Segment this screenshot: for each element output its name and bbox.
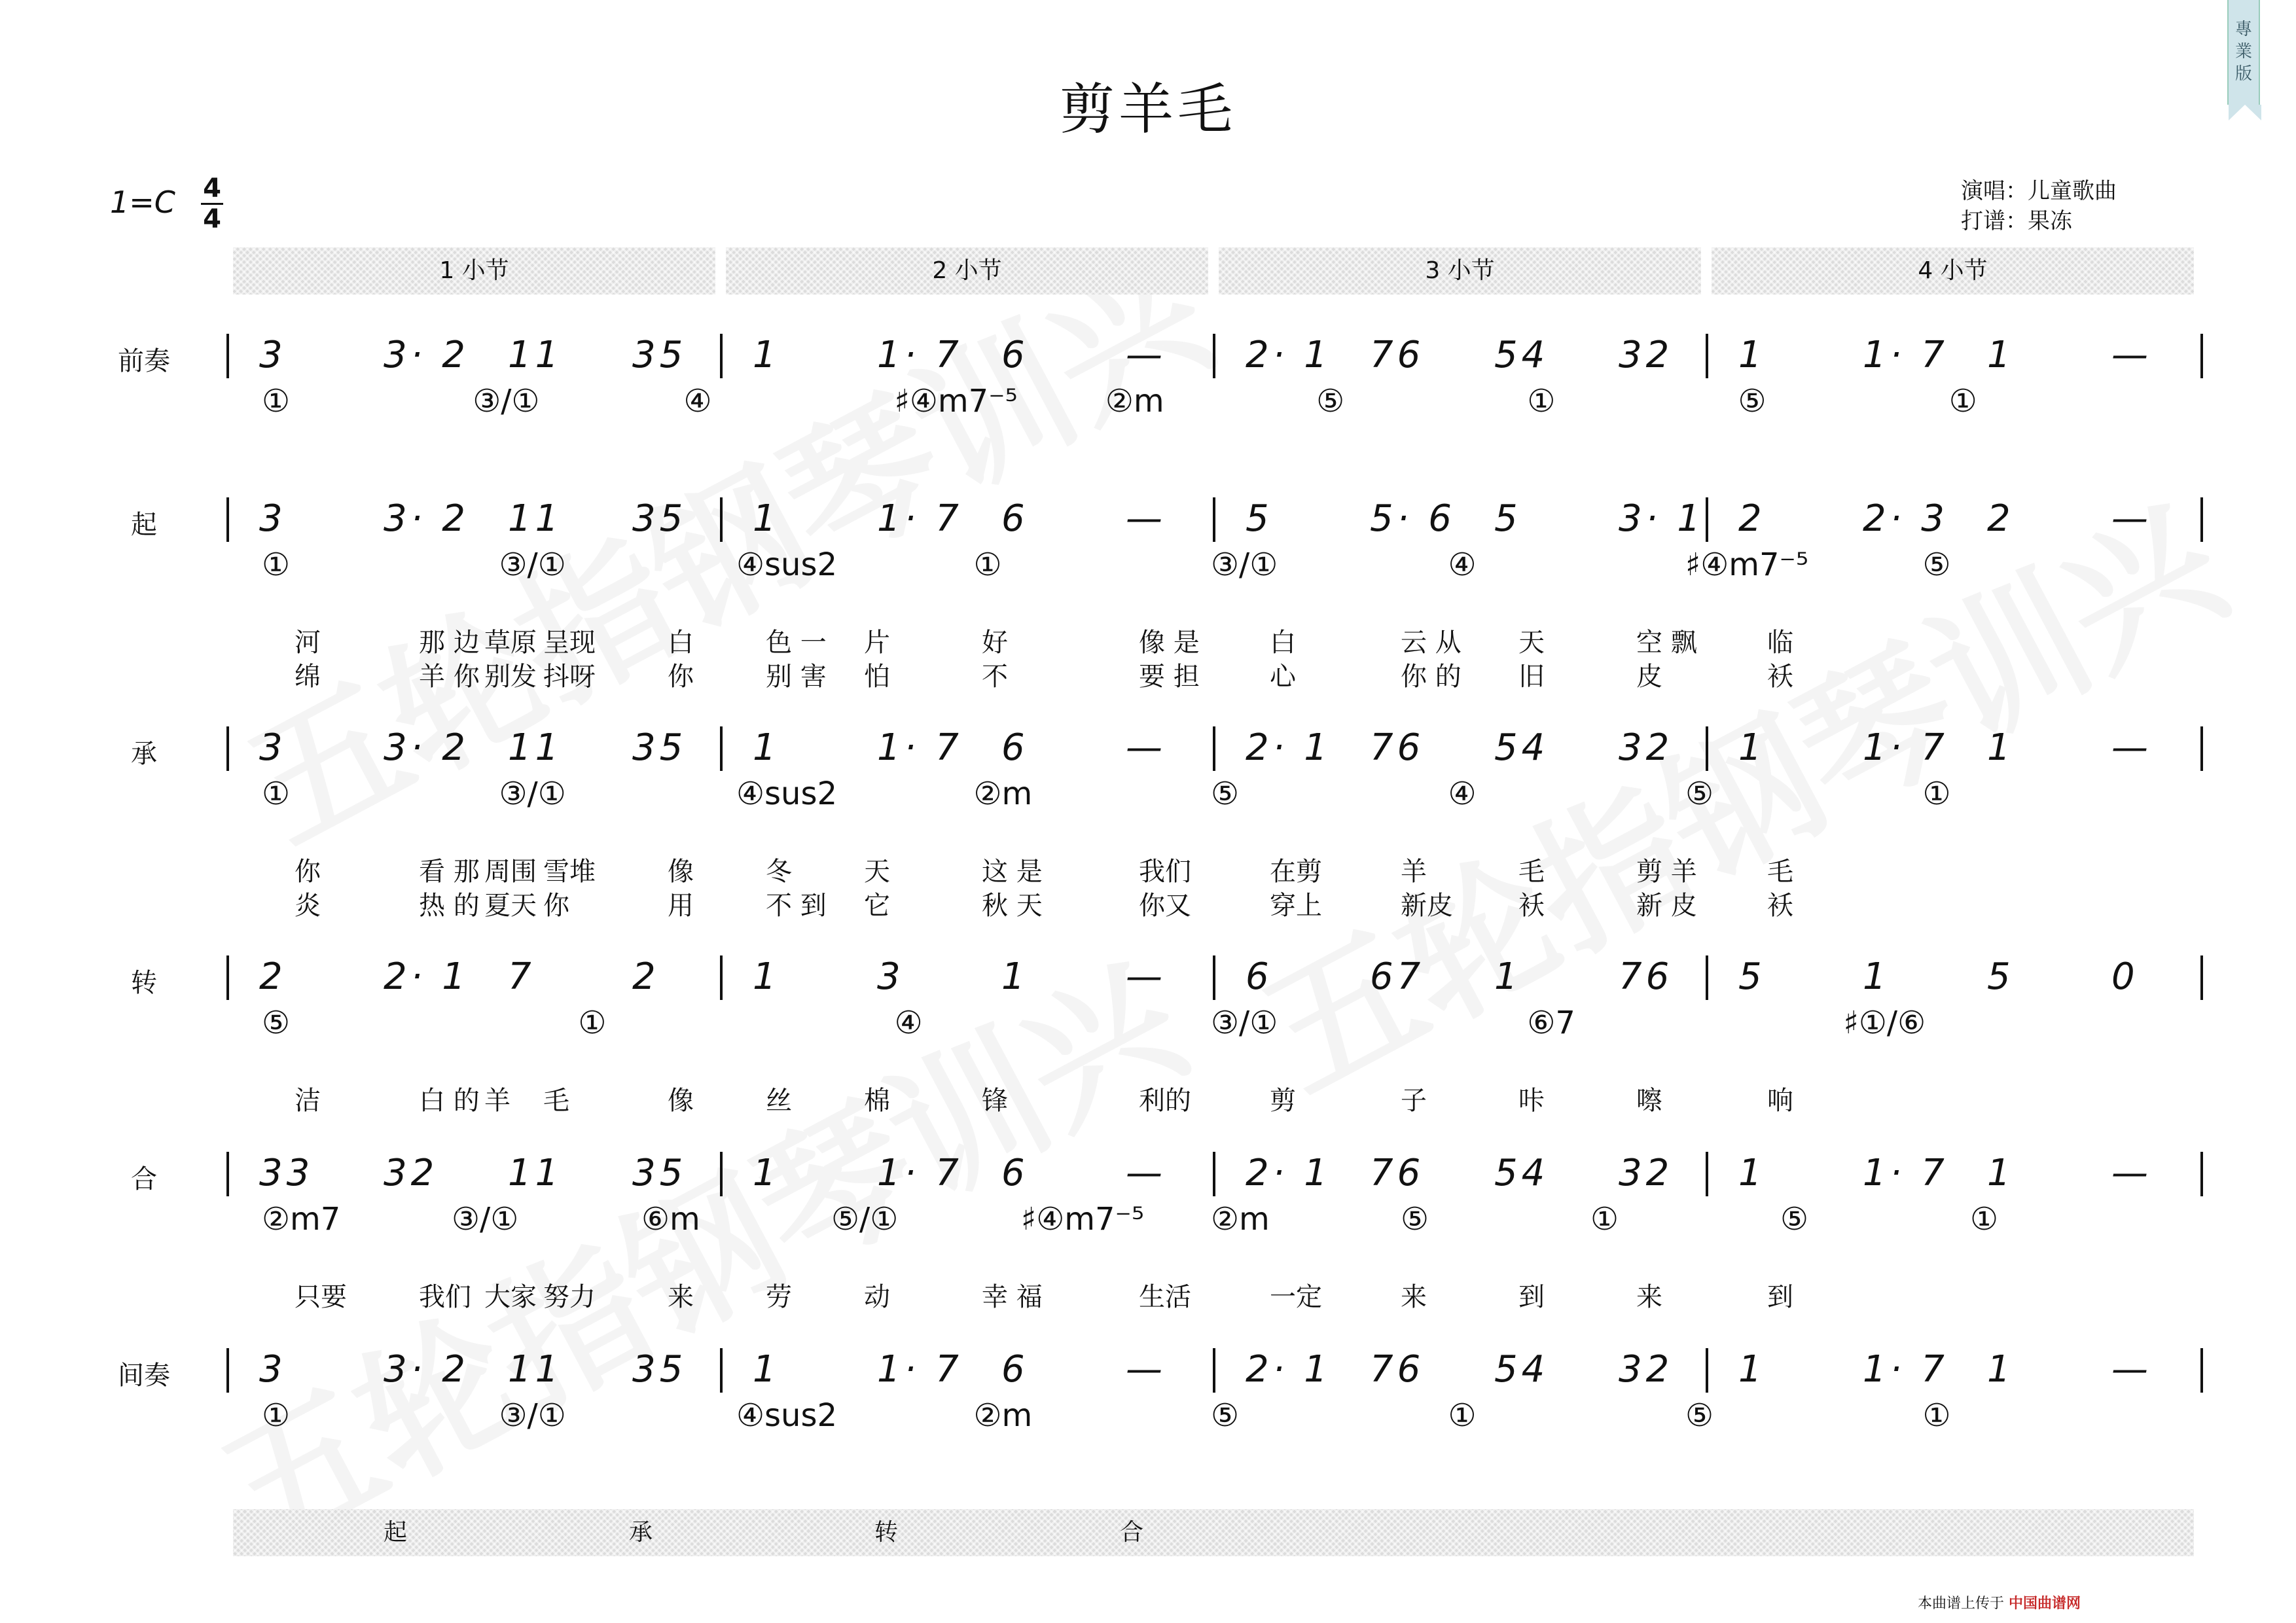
lyric: 劳: [766, 1282, 792, 1312]
lyric: 白: [1270, 628, 1296, 658]
barline: [720, 334, 723, 378]
chord-symbol: ①: [1922, 1397, 1951, 1434]
chord-symbol: ⑤: [1685, 776, 1714, 812]
key-signature: 1=C: [110, 185, 175, 220]
chord-symbol: ③/①: [1211, 546, 1278, 583]
lyric: 毛: [1767, 857, 1793, 887]
note: 6: [1001, 1152, 1029, 1194]
note: 35: [632, 1348, 687, 1391]
summary-item: 合: [1120, 1519, 1144, 1546]
barline: [226, 1348, 229, 1393]
lyric: 来: [668, 1282, 694, 1312]
note: 54: [1494, 1152, 1549, 1194]
chord-symbol: ①: [973, 546, 1002, 583]
watermark: [207, 197, 1240, 883]
lyric: 像: [668, 1086, 694, 1116]
chord-symbol: ⑤: [1685, 1397, 1714, 1434]
note: —: [1126, 955, 1166, 998]
chord-symbol: ⑥m: [641, 1201, 700, 1238]
lyric: 丝: [766, 1086, 792, 1116]
note: 76: [1370, 1348, 1425, 1391]
lyric: 别 害: [766, 662, 827, 692]
lyric: 天: [864, 857, 890, 887]
note: 6: [1001, 334, 1029, 376]
lyric: 临: [1767, 628, 1793, 658]
note: 1: [753, 726, 780, 769]
barline: [226, 1152, 229, 1196]
lyric: 响: [1767, 1086, 1793, 1116]
chord-symbol: ④: [683, 383, 712, 419]
lyric: 来: [1636, 1282, 1662, 1312]
lyric: 周围: [484, 857, 537, 887]
note: 3· 1: [1619, 497, 1704, 540]
note: 76: [1370, 726, 1425, 769]
lyric: 我们: [419, 1282, 471, 1312]
note: 6: [1246, 955, 1273, 998]
note: —: [1126, 334, 1166, 376]
note: 32: [1619, 334, 1674, 376]
watermark: [181, 904, 1213, 1590]
lyric: 炎: [295, 891, 321, 921]
barline: [1706, 334, 1708, 378]
lyric: 子: [1401, 1086, 1427, 1116]
lyric: 心: [1270, 662, 1296, 692]
chord-symbol: ⑥7: [1527, 1005, 1575, 1041]
section-label: 间奏: [118, 1361, 170, 1391]
note: 3: [259, 726, 287, 769]
chord-symbol: ⑤: [1922, 546, 1951, 583]
note: 2· 3: [1863, 497, 1948, 540]
note: 1: [1738, 1348, 1766, 1391]
note: 2· 1: [384, 955, 469, 998]
note: 1: [1001, 955, 1029, 998]
lyric: 旧: [1518, 662, 1545, 692]
note: 3· 2: [384, 497, 469, 540]
note: 11: [508, 1152, 563, 1194]
note: 1· 7: [1863, 726, 1948, 769]
barline: [2200, 334, 2203, 378]
lyric: 你: [668, 662, 694, 692]
lyric: 剪: [1270, 1086, 1296, 1116]
lyric: 绵: [295, 662, 321, 692]
chord-symbol: ⑤: [1401, 1201, 1429, 1238]
chord-symbol: ⑤: [1316, 383, 1345, 419]
summary-item: 承: [629, 1519, 653, 1546]
chord-symbol: ④sus2: [736, 776, 838, 812]
chord-symbol: ①: [262, 383, 291, 419]
note: 6: [1001, 726, 1029, 769]
note: 1: [753, 1152, 780, 1194]
lyric: 咔: [1518, 1086, 1545, 1116]
note: —: [1126, 1348, 1166, 1391]
lyric: 皮: [1636, 662, 1662, 692]
lyric: 羊: [1401, 857, 1427, 887]
note: 1: [753, 955, 780, 998]
barline: [1213, 334, 1215, 378]
barline: [1213, 1152, 1215, 1196]
lyric: 看 那: [419, 857, 480, 887]
chord-symbol: ①: [1970, 1201, 1999, 1238]
note: 3: [877, 955, 905, 998]
chord-symbol: ①: [262, 776, 291, 812]
time-signature: [200, 174, 224, 234]
chord-symbol: ①: [1448, 1397, 1477, 1434]
note: 3· 2: [384, 1348, 469, 1391]
lyric: 好: [982, 628, 1008, 658]
note: 6: [1001, 1348, 1029, 1391]
footer-site: 中国曲谱网: [2009, 1596, 2081, 1612]
note: —: [1126, 497, 1166, 540]
barline: [720, 726, 723, 771]
footer-prefix: 本曲谱上传于: [1918, 1596, 2005, 1612]
lyric: 片: [864, 628, 890, 658]
barline: [2200, 497, 2203, 542]
note: 5: [1246, 497, 1273, 540]
footer: [1918, 1592, 2081, 1613]
note: 2: [259, 955, 287, 998]
note: 0: [2111, 955, 2139, 998]
singer-credit: 演唱：儿童歌曲: [1961, 178, 2117, 204]
note: 1· 7: [877, 726, 963, 769]
note: 1· 7: [877, 1152, 963, 1194]
lyric: 不 到: [766, 891, 827, 921]
barline: [1706, 955, 1708, 1000]
note: 32: [1619, 1348, 1674, 1391]
lyric: 天: [1518, 628, 1545, 658]
lyric: 白: [668, 628, 694, 658]
note: —: [2111, 1348, 2152, 1391]
note: 5· 6: [1370, 497, 1456, 540]
lyric: 那 边: [419, 628, 480, 658]
lyric: 你 的: [1401, 662, 1462, 692]
summary-item: 转: [874, 1519, 899, 1546]
lyric: 生活: [1139, 1282, 1191, 1312]
barline: [1706, 1152, 1708, 1196]
lyric: 来: [1401, 1282, 1427, 1312]
lyric: 袄: [1767, 891, 1793, 921]
lyric: 我们: [1139, 857, 1191, 887]
lyric: 雪堆: [543, 857, 596, 887]
lyric: 毛: [543, 1086, 569, 1116]
note: 35: [632, 497, 687, 540]
note: —: [1126, 1152, 1166, 1194]
barline: [2200, 1348, 2203, 1393]
note: 35: [632, 334, 687, 376]
chord-symbol: ⑤: [1211, 1397, 1240, 1434]
chord-symbol: ♯④m7⁻⁵: [894, 383, 1018, 419]
lyric: 新 皮: [1636, 891, 1697, 921]
chord-symbol: ④: [894, 1005, 923, 1041]
note: 1· 7: [877, 497, 963, 540]
note: 1· 7: [1863, 1348, 1948, 1391]
lyric: 云 从: [1401, 628, 1462, 658]
note: 1: [1863, 955, 1890, 998]
lyric: 毛: [1518, 857, 1545, 887]
note: 76: [1370, 334, 1425, 376]
chord-symbol: ♯④m7⁻⁵: [1685, 546, 1809, 583]
lyric: 草原: [484, 628, 537, 658]
chord-symbol: ②m: [973, 776, 1033, 812]
chord-symbol: ③/①: [499, 776, 566, 812]
chord-symbol: ⑤: [1780, 1201, 1809, 1238]
note: 1: [1987, 1152, 2015, 1194]
note: 11: [508, 497, 563, 540]
note: 1: [1738, 726, 1766, 769]
lyric: 要 担: [1139, 662, 1200, 692]
chord-symbol: ①: [1590, 1201, 1619, 1238]
note: 5: [1494, 497, 1522, 540]
lyric: 秋 天: [982, 891, 1043, 921]
barline: [1706, 497, 1708, 542]
barline: [2200, 1152, 2203, 1196]
lyric: 怕: [864, 662, 890, 692]
note: 2· 1: [1246, 334, 1331, 376]
note: 11: [508, 334, 563, 376]
note: 11: [508, 726, 563, 769]
lyric: 穿上: [1270, 891, 1322, 921]
barline: [720, 497, 723, 542]
section-label: 前奏: [118, 346, 170, 376]
note: 1· 7: [877, 334, 963, 376]
note: 2: [1738, 497, 1766, 540]
chord-symbol: ②m: [1211, 1201, 1270, 1238]
lyric: 羊: [484, 1086, 511, 1116]
lyric: 锋: [982, 1086, 1008, 1116]
barline: [226, 334, 229, 378]
note: 6: [1001, 497, 1029, 540]
note: 1: [753, 334, 780, 376]
transcriber-credit: 打谱：果冻: [1961, 208, 2072, 234]
barline: [1706, 1348, 1708, 1393]
lyric: 新皮: [1401, 891, 1453, 921]
barline: [2200, 726, 2203, 771]
note: 5: [1738, 955, 1766, 998]
note: 1: [1738, 334, 1766, 376]
note: 67: [1370, 955, 1425, 998]
score-title: 剪羊毛: [1059, 77, 1236, 141]
lyric: 河: [295, 628, 321, 658]
barline: [2200, 955, 2203, 1000]
lyric: 不: [982, 662, 1008, 692]
lyric: 利的: [1139, 1086, 1191, 1116]
chord-symbol: ①: [1527, 383, 1556, 419]
lyric: 抖呀: [543, 662, 596, 692]
barline: [1213, 1348, 1215, 1393]
lyric: 袄: [1767, 662, 1793, 692]
chord-symbol: ①: [262, 1397, 291, 1434]
lyric: 努力: [543, 1282, 596, 1312]
chord-symbol: ♯④m7⁻⁵: [1021, 1201, 1145, 1238]
section-label: 承: [131, 739, 157, 769]
barline: [226, 497, 229, 542]
summary-item: 起: [384, 1519, 408, 1546]
note: 2· 1: [1246, 1152, 1331, 1194]
note: —: [2111, 1152, 2152, 1194]
note: —: [1126, 726, 1166, 769]
note: 1· 7: [1863, 1152, 1948, 1194]
chord-symbol: ①: [1922, 776, 1951, 812]
lyric: 夏天: [484, 891, 537, 921]
lyric: 剪 羊: [1636, 857, 1697, 887]
chord-symbol: ④: [1448, 546, 1477, 583]
lyric: 别发: [484, 662, 537, 692]
note: 2: [1987, 497, 2015, 540]
time-signature-top: 4: [203, 173, 221, 204]
note: 1: [753, 1348, 780, 1391]
note: 5: [1987, 955, 2015, 998]
lyric: 只要: [295, 1282, 347, 1312]
lyric: 在剪: [1270, 857, 1322, 887]
note: 35: [632, 726, 687, 769]
edition-badge: 專業版: [2227, 0, 2260, 105]
barline: [720, 955, 723, 1000]
chord-symbol: ♯①/⑥: [1843, 1005, 1926, 1041]
time-signature-bottom: 4: [203, 204, 221, 234]
section-label: 起: [131, 510, 157, 540]
chord-symbol: ⑤/①: [831, 1201, 899, 1238]
chord-symbol: ①: [1948, 383, 1977, 419]
measure-header: 3 小节: [1219, 247, 1701, 294]
chord-symbol: ⑤: [1738, 383, 1767, 419]
note: 11: [508, 1348, 563, 1391]
note: 35: [632, 1152, 687, 1194]
chord-symbol: ③/①: [499, 546, 566, 583]
lyric: 色 一: [766, 628, 827, 658]
lyric: 这 是: [982, 857, 1043, 887]
lyric: 用: [668, 891, 694, 921]
chord-symbol: ①: [262, 546, 291, 583]
lyric: 它: [864, 891, 890, 921]
lyric: 羊 你: [419, 662, 480, 692]
note: 1: [753, 497, 780, 540]
barline: [226, 955, 229, 1000]
note: 3: [259, 334, 287, 376]
note: 3· 2: [384, 726, 469, 769]
chord-symbol: ③/①: [473, 383, 540, 419]
lyric: 洁: [295, 1086, 321, 1116]
barline: [720, 1348, 723, 1393]
chord-symbol: ④: [1448, 776, 1477, 812]
barline: [720, 1152, 723, 1196]
chord-symbol: ④sus2: [736, 1397, 838, 1434]
note: 1· 7: [877, 1348, 963, 1391]
chord-symbol: ③/①: [499, 1397, 566, 1434]
note: 33: [259, 1152, 314, 1194]
lyric: 你又: [1139, 891, 1191, 921]
lyric: 你: [295, 857, 321, 887]
lyric: 你: [543, 891, 569, 921]
barline: [1706, 726, 1708, 771]
note: 76: [1619, 955, 1674, 998]
lyric: 像: [668, 857, 694, 887]
note: 2· 1: [1246, 726, 1331, 769]
note: 54: [1494, 1348, 1549, 1391]
lyric: 到: [1767, 1282, 1793, 1312]
barline: [1213, 955, 1215, 1000]
lyric: 到: [1518, 1282, 1545, 1312]
chord-symbol: ④sus2: [736, 546, 838, 583]
note: 1: [1987, 1348, 2015, 1391]
barline: [1213, 726, 1215, 771]
lyric: 像 是: [1139, 628, 1200, 658]
chord-symbol: ③/①: [452, 1201, 519, 1238]
lyric: 嚓: [1636, 1086, 1662, 1116]
note: 2· 1: [1246, 1348, 1331, 1391]
barline: [1213, 497, 1215, 542]
lyric: 动: [864, 1282, 890, 1312]
note: 1: [1494, 955, 1522, 998]
note: 54: [1494, 334, 1549, 376]
note: 1: [1738, 1152, 1766, 1194]
note: —: [2111, 726, 2152, 769]
note: 3: [259, 1348, 287, 1391]
section-label: 合: [131, 1164, 157, 1194]
chord-symbol: ③/①: [1211, 1005, 1278, 1041]
note: 2: [632, 955, 660, 998]
measure-header-bar: [233, 247, 2194, 294]
note: 7: [508, 955, 535, 998]
chord-symbol: ②m: [1105, 383, 1164, 419]
lyric: 幸 福: [982, 1282, 1043, 1312]
note: 32: [1619, 1152, 1674, 1194]
lyric: 冬: [766, 857, 792, 887]
lyric: 呈现: [543, 628, 596, 658]
chord-symbol: ②m: [973, 1397, 1033, 1434]
note: —: [2111, 497, 2152, 540]
note: 76: [1370, 1152, 1425, 1194]
note: 1: [1987, 726, 2015, 769]
lyric: 热 的: [419, 891, 480, 921]
note: 54: [1494, 726, 1549, 769]
note: 1· 7: [1863, 334, 1948, 376]
section-label: 转: [131, 968, 157, 998]
measure-header: 1 小节: [233, 247, 715, 294]
lyric: 一定: [1270, 1282, 1322, 1312]
note: —: [2111, 334, 2152, 376]
lyric: 白 的: [419, 1086, 480, 1116]
chord-symbol: ②m7: [262, 1201, 341, 1238]
note: 32: [384, 1152, 439, 1194]
section-summary-bar: [233, 1509, 2194, 1556]
barline: [226, 726, 229, 771]
lyric: 大家: [484, 1282, 537, 1312]
measure-header: 4 小节: [1712, 247, 2194, 294]
note: 3: [259, 497, 287, 540]
lyric: 袄: [1518, 891, 1545, 921]
lyric: 棉: [864, 1086, 890, 1116]
note: 3· 2: [384, 334, 469, 376]
measure-header: 2 小节: [726, 247, 1208, 294]
lyric: 空 飘: [1636, 628, 1697, 658]
chord-symbol: ①: [578, 1005, 607, 1041]
chord-symbol: ⑤: [262, 1005, 291, 1041]
chord-symbol: ⑤: [1211, 776, 1240, 812]
note: 32: [1619, 726, 1674, 769]
note: 1: [1987, 334, 2015, 376]
